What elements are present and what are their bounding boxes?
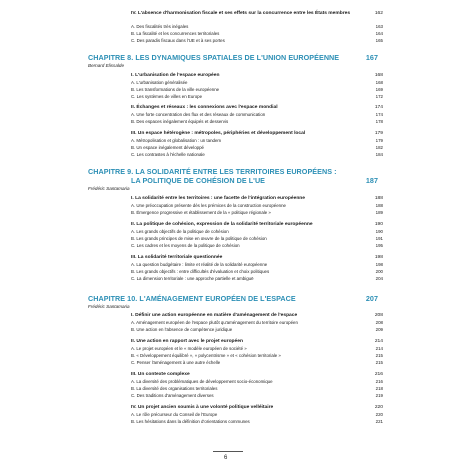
page-number: 188 [374, 196, 383, 201]
toc-item: C. Penser l'aménagement à une autre échelle 215 [131, 360, 383, 365]
page-number: 164 [375, 31, 383, 36]
page-number: 174 [375, 112, 383, 117]
toc-item: B. Un espace inégalement développé 182 [131, 145, 383, 150]
page-number: 216 [374, 372, 383, 377]
page-number: 220 [375, 412, 383, 417]
page-number: 214 [374, 339, 383, 344]
page-number: 216 [375, 379, 383, 384]
footer-rule [213, 451, 243, 466]
toc-item: A. Le projet européen et le « modèle européen de société » 214 [131, 346, 383, 351]
page-number: 169 [375, 87, 383, 92]
toc-item: A. Des fiscalités très inégales 163 [131, 24, 383, 29]
page-number: 215 [375, 353, 383, 358]
chapter-title: CHAPITRE 8. LES DYNAMIQUES SPATIALES DE L'UNION EUROPÉENNE 167 [88, 53, 378, 62]
chapter-title-line2: LA POLITIQUE DE COHÉSION DE L'UE 187 [131, 176, 378, 185]
page-number: 182 [375, 145, 383, 150]
section-heading: II. Une action en rapport avec le projet européen 214 [131, 339, 383, 344]
page-number: 162 [374, 11, 383, 16]
chapter-author: Frédéric Santamaria [88, 186, 130, 191]
toc-item: C. Les cadres et les moyens de la politique de cohésion 195 [131, 243, 383, 248]
section-heading: IV. L'absence d'harmonisation fiscale et ses effets sur la concurrence entre les États membres 162 [131, 11, 383, 16]
page-number: 191 [375, 236, 383, 241]
toc-item: A. Aménagement européen de l'espace plutôt qu'aménagement du territoire européen 208 [131, 320, 383, 325]
section-heading: II. La politique de cohésion, expression de la solidarité territoriale européenne 190 [131, 222, 383, 227]
toc-item: B. Émergence progressive et établissement de la « politique régionale » 189 [131, 210, 383, 215]
page-number: 221 [375, 419, 383, 424]
page-number: 207 [365, 294, 378, 303]
section-heading: III. Un contexte complexe 216 [131, 372, 383, 377]
section-heading: I. Définir une action européenne en matière d'aménagement de l'espace 208 [131, 313, 383, 318]
toc-item: B. Une action en l'absence de compétence juridique 209 [131, 327, 383, 332]
toc-item: A. L'urbanisation généralisée 168 [131, 80, 383, 85]
page-number: 219 [375, 393, 383, 398]
page-number: 188 [375, 203, 383, 208]
chapter-author: Frédéric Santamaria [88, 304, 130, 309]
page-number: 163 [375, 24, 383, 29]
page-number: 204 [375, 276, 383, 281]
section-heading: III. La solidarité territoriale questionnée 198 [131, 255, 383, 260]
toc-item: C. Des paradis fiscaux dans l'UE et à ses portes 165 [131, 38, 383, 43]
page-number: 200 [375, 269, 383, 274]
toc-item: A. La diversité des problématiques de développement socio-économique 216 [131, 379, 383, 384]
toc-item: C. La dimension territoriale : une approche partielle et ambiguë 204 [131, 276, 383, 281]
page-number: 189 [375, 210, 383, 215]
toc-item: B. Les transformations de la ville européenne 169 [131, 87, 383, 92]
toc-item: A. La question budgétaire : limite et réalité de la solidarité européenne 198 [131, 262, 383, 267]
page-number: 220 [374, 405, 383, 410]
toc-item: B. La diversité des organisations territoriales 218 [131, 386, 383, 391]
toc-item: B. « Développement équilibré », « polycentrisme » et « cohésion territoriale » 215 [131, 353, 383, 358]
page-number: 218 [375, 386, 383, 391]
page-number: 179 [375, 138, 383, 143]
toc-item: C. Les systèmes de villes en Europe 172 [131, 94, 383, 99]
toc-item: C. Les contrastes à l'échelle nationale 184 [131, 152, 383, 157]
page-number: 208 [374, 313, 383, 318]
section-heading: II. Échanges et réseaux : les connexions avec l'espace mondial 174 [131, 105, 383, 110]
section-heading: I. La solidarité entre les territoires : une facette de l'intégration européenne 188 [131, 196, 383, 201]
page-number: 168 [375, 80, 383, 85]
page-number: 198 [375, 262, 383, 267]
toc-item: A. Le rôle précurseur du Conseil de l'Europe 220 [131, 412, 383, 417]
toc-item: A. Les grands objectifs de la politique de cohésion 190 [131, 229, 383, 234]
section-heading: I. L'urbanisation de l'espace européen 168 [131, 73, 383, 78]
footer-page-number: 6 [224, 455, 228, 461]
section-heading: III. Un espace hétérogène : métropoles, périphéries et développement local 179 [131, 131, 383, 136]
page-number: 195 [375, 243, 383, 248]
page-number: 165 [375, 38, 383, 43]
toc-item: A. Métropolisation et globalisation : un tandem 179 [131, 138, 383, 143]
page-number: 190 [374, 222, 383, 227]
toc-item: B. La fiscalité et les concurrences territoriales 164 [131, 31, 383, 36]
toc-item: B. Les hésitations dans la définition d'orientations communes 221 [131, 419, 383, 424]
toc-item: B. Les grands principes de mise en œuvre de la politique de cohésion 191 [131, 236, 383, 241]
page-number: 167 [365, 53, 378, 62]
page-number: 178 [375, 119, 383, 124]
section-heading: IV. Un projet ancien soumis à une volonté politique velléitaire 220 [131, 405, 383, 410]
chapter-author: Bernard Elissalde [88, 63, 125, 68]
page-number: 187 [365, 176, 378, 185]
page-number: 208 [375, 320, 383, 325]
page-number: 215 [375, 360, 383, 365]
toc-item: B. Des espaces inégalement équipés et desservis 178 [131, 119, 383, 124]
page-number: 168 [374, 73, 383, 78]
toc-item: C. Des traditions d'aménagement diverses 219 [131, 393, 383, 398]
chapter-title: CHAPITRE 10. L'AMÉNAGEMENT EUROPÉEN DE L'ESPACE 207 [88, 294, 378, 303]
page-number: 172 [375, 94, 383, 99]
chapter-title: CHAPITRE 9. LA SOLIDARITÉ ENTRE LES TERRITOIRES EUROPÉENS : [88, 167, 337, 176]
page-number: 198 [374, 255, 383, 260]
page-number: 174 [374, 105, 383, 110]
toc-item: A. Une préoccupation présente dès les prémices de la construction européenne 188 [131, 203, 383, 208]
page-number: 214 [375, 346, 383, 351]
toc-item: B. Les grands objectifs : entre difficultés d'évaluation et choix politiques 200 [131, 269, 383, 274]
page-number: 190 [375, 229, 383, 234]
page-number: 209 [375, 327, 383, 332]
toc-item: A. Une forte concentration des flux et des réseaux de communication 174 [131, 112, 383, 117]
page-number: 184 [375, 152, 383, 157]
page-number: 179 [374, 131, 383, 136]
